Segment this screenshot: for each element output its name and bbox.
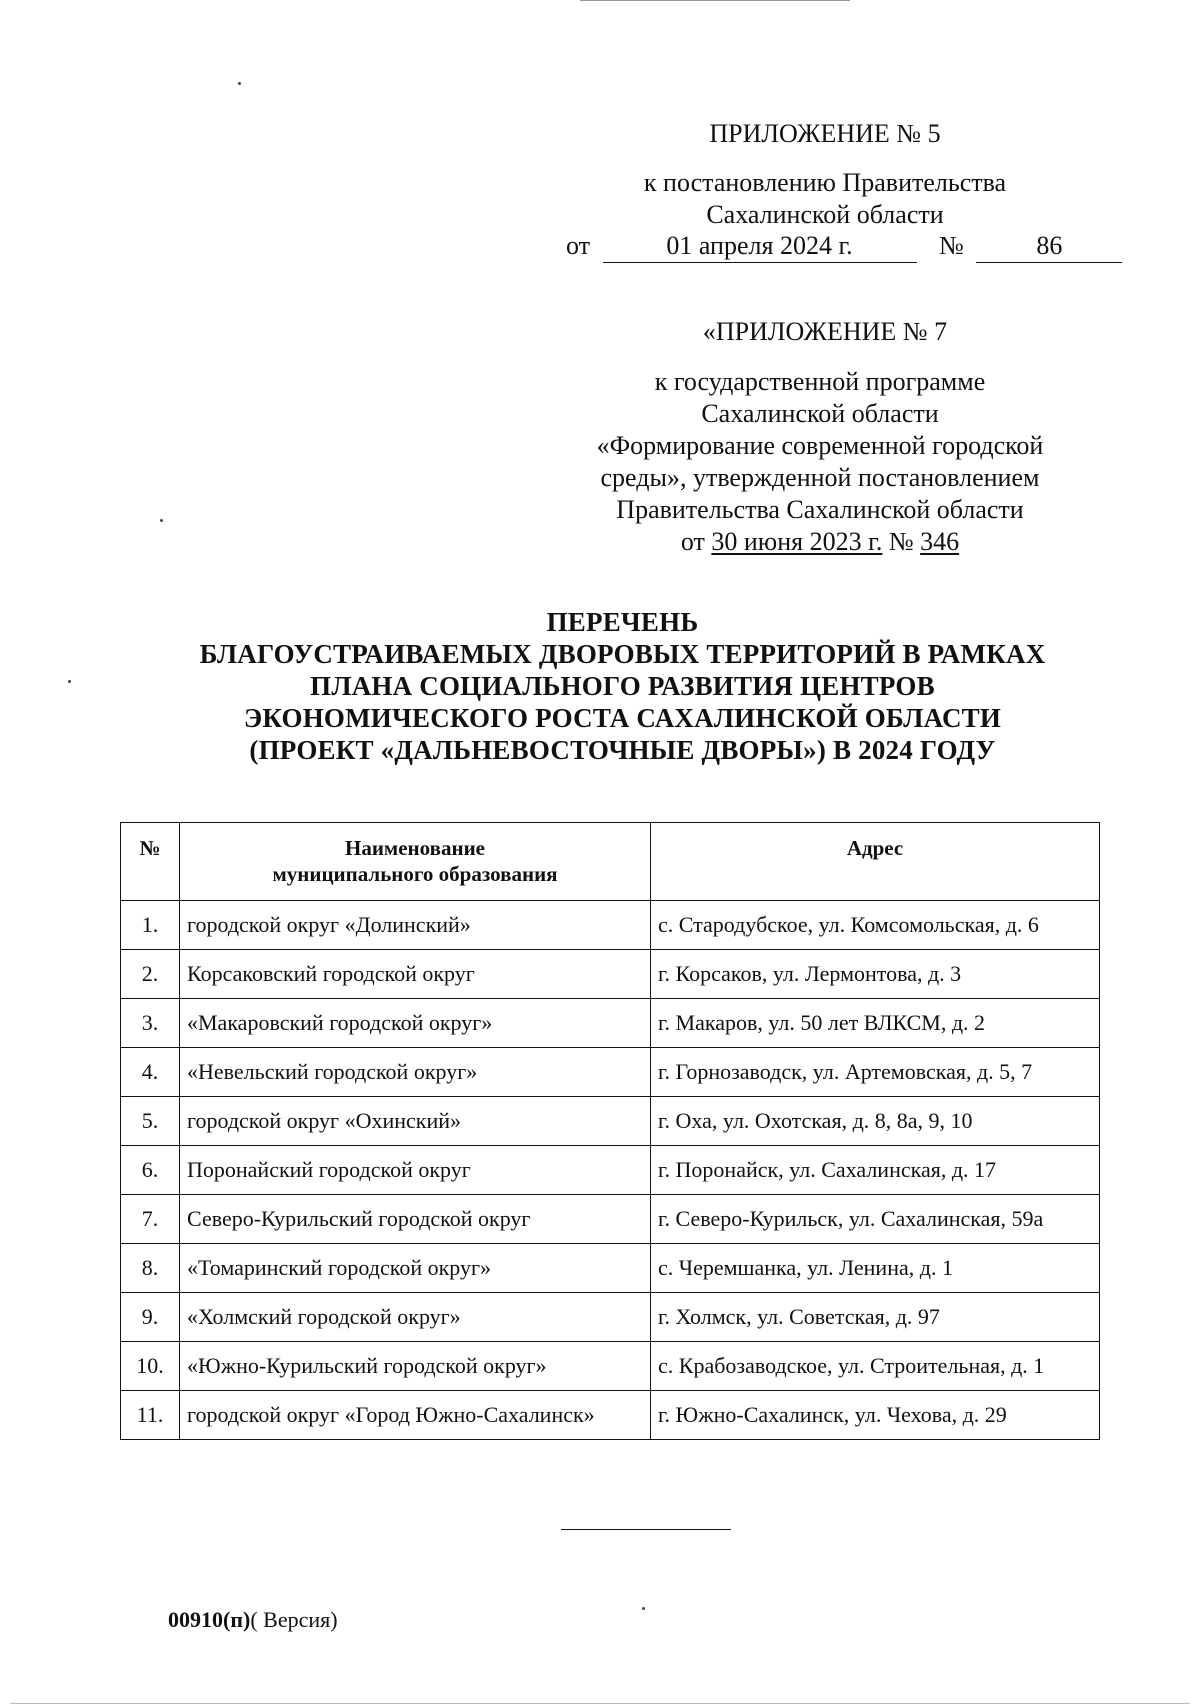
row-municipality: «Холмский городской округ»: [180, 1293, 651, 1342]
table-row: [121, 1048, 1100, 1097]
title-line-5: (ПРОЕКТ «ДАЛЬНЕВОСТОЧНЫЕ ДВОРЫ») В 2024 ГОДУ: [249, 735, 996, 765]
appendix-title: ПРИЛОЖЕНИЕ № 5: [709, 119, 941, 148]
row-address: г. Поронайск, ул. Сахалинская, д. 17: [651, 1146, 1100, 1195]
territories-table: [120, 822, 1100, 1440]
table-row: [121, 950, 1100, 999]
document-code-number: 00910(п): [168, 1607, 251, 1632]
number-sign: №: [939, 231, 964, 260]
resolution-date: 01 апреля 2024 г.: [603, 230, 917, 263]
program-date-from: от: [680, 527, 705, 556]
row-address: г. Холмск, ул. Советская, д. 97: [651, 1293, 1100, 1342]
scan-speck: [160, 519, 163, 522]
table-row: [121, 901, 1100, 950]
table-row: [121, 1097, 1100, 1146]
scan-speck: [68, 680, 71, 683]
end-separator-line: [561, 1529, 731, 1530]
table-row: [121, 1146, 1100, 1195]
row-address: с. Черемшанка, ул. Ленина, д. 1: [651, 1244, 1100, 1293]
program-line-3: «Формирование современной городской: [596, 431, 1044, 460]
document-version: ( Версия): [250, 1607, 338, 1632]
row-municipality: «Томаринский городской округ»: [180, 1244, 651, 1293]
row-num: 10.: [121, 1342, 180, 1391]
row-num: 11.: [121, 1391, 180, 1440]
row-address: с. Стародубское, ул. Комсомольская, д. 6: [651, 901, 1100, 950]
table-row: [121, 1293, 1100, 1342]
row-address: г. Северо-Курильск, ул. Сахалинская, 59а: [651, 1195, 1100, 1244]
table-row: [121, 999, 1100, 1048]
inner-appendix-title: «ПРИЛОЖЕНИЕ № 7: [702, 317, 948, 346]
row-municipality: Корсаковский городской округ: [180, 950, 651, 999]
row-address: г. Корсаков, ул. Лермонтова, д. 3: [651, 950, 1100, 999]
row-municipality: Северо-Курильский городской округ: [180, 1195, 651, 1244]
from-label: от: [566, 231, 591, 260]
row-municipality: «Макаровский городской округ»: [180, 999, 651, 1048]
title-line-4: ЭКОНОМИЧЕСКОГО РОСТА САХАЛИНСКОЙ ОБЛАСТИ: [243, 703, 1002, 733]
resolution-date-line: [566, 230, 1122, 263]
row-num: 7.: [121, 1195, 180, 1244]
top-edge-mark: [580, 0, 850, 1]
row-municipality: Поронайский городской округ: [180, 1146, 651, 1195]
document-title: [150, 606, 1095, 766]
row-num: 3.: [121, 999, 180, 1048]
resolution-line-2: Сахалинской области: [706, 200, 944, 229]
table-row: [121, 1195, 1100, 1244]
row-address: с. Крабозаводское, ул. Строительная, д. 1: [651, 1342, 1100, 1391]
column-header-name-line-1: Наименование: [345, 836, 485, 860]
column-header-name: [180, 823, 651, 901]
row-municipality: «Невельский городской округ»: [180, 1048, 651, 1097]
row-address: г. Оха, ул. Охотская, д. 8, 8а, 9, 10: [651, 1097, 1100, 1146]
program-line-1: к государственной программе: [654, 367, 986, 396]
table-row: [121, 1391, 1100, 1440]
row-municipality: городской округ «Город Южно-Сахалинск»: [180, 1391, 651, 1440]
row-municipality: городской округ «Долинский»: [180, 901, 651, 950]
title-line-2: БЛАГОУСТРАИВАЕМЫХ ДВОРОВЫХ ТЕРРИТОРИЙ В РАМКАХ: [199, 639, 1046, 669]
row-num: 1.: [121, 901, 180, 950]
column-header-name-line-2: муниципального образования: [272, 862, 558, 886]
program-number: 346: [920, 527, 960, 556]
title-line-1: ПЕРЕЧЕНЬ: [546, 607, 699, 637]
document-code: [168, 1607, 338, 1633]
title-line-3: ПЛАНА СОЦИАЛЬНОГО РАЗВИТИЯ ЦЕНТРОВ: [310, 671, 935, 701]
program-date: 30 июня 2023 г.: [711, 527, 883, 556]
program-line-2: Сахалинской области: [701, 399, 939, 428]
row-num: 9.: [121, 1293, 180, 1342]
program-line-4: среды», утвержденной постановлением: [600, 463, 1040, 492]
row-municipality: городской округ «Охинский»: [180, 1097, 651, 1146]
row-num: 6.: [121, 1146, 180, 1195]
table-row: [121, 1244, 1100, 1293]
column-header-num: №: [121, 823, 180, 901]
table-header-row: [121, 823, 1100, 901]
bottom-edge-mark: [10, 1703, 1190, 1704]
scan-speck: [238, 82, 241, 85]
column-header-address: Адрес: [651, 823, 1100, 901]
resolution-line-1: к постановлению Правительства: [643, 168, 1007, 197]
program-date-line: [560, 526, 1080, 558]
resolution-number: 86: [976, 230, 1122, 263]
row-address: г. Горнозаводск, ул. Артемовская, д. 5, 7: [651, 1048, 1100, 1097]
row-address: г. Южно-Сахалинск, ул. Чехова, д. 29: [651, 1391, 1100, 1440]
row-num: 4.: [121, 1048, 180, 1097]
row-num: 8.: [121, 1244, 180, 1293]
program-number-sign: №: [888, 527, 914, 556]
program-line-5: Правительства Сахалинской области: [616, 495, 1024, 524]
table-row: [121, 1342, 1100, 1391]
row-num: 5.: [121, 1097, 180, 1146]
scan-speck: [642, 1607, 645, 1610]
row-address: г. Макаров, ул. 50 лет ВЛКСМ, д. 2: [651, 999, 1100, 1048]
row-municipality: «Южно-Курильский городской округ»: [180, 1342, 651, 1391]
row-num: 2.: [121, 950, 180, 999]
